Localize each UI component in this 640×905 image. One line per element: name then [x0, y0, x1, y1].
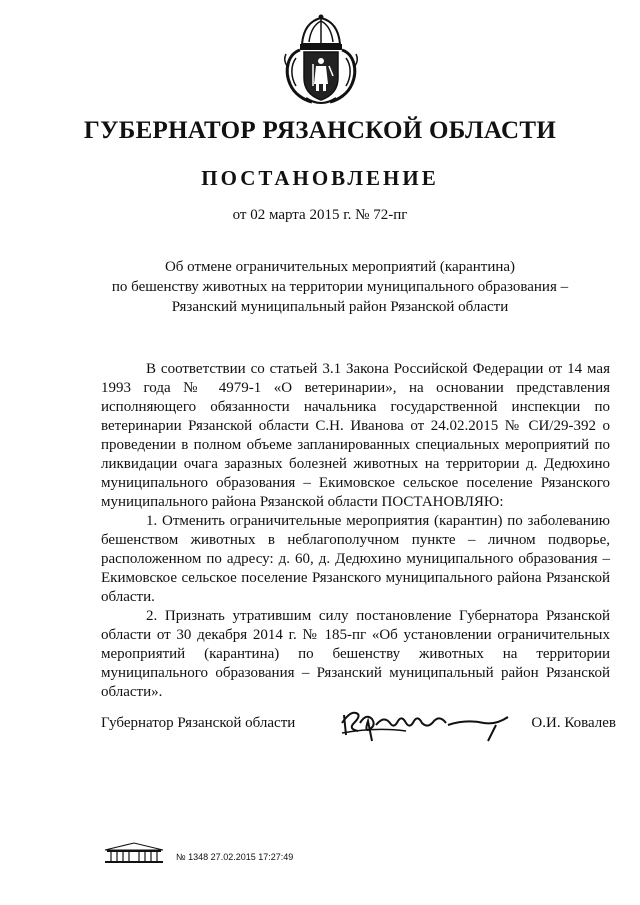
- registration-stamp: № 1348 27.02.2015 17:27:49: [176, 852, 294, 862]
- coat-of-arms-icon: [282, 14, 360, 106]
- subject-line: Об отмене ограничительных мероприятий (карантина): [164, 259, 516, 275]
- decree-body: [101, 360, 610, 702]
- clause-1-paragraph: 1. Отменить ограничительные мероприятия (карантин) по заболеванию бешенством животных в неблагополучном пункте – личном подворье, расположенном по адресу: д. 60, д. Дедюхино муниципального образования – Екимовское сельское поселение Рязанского муниципального района Рязанской области.: [101, 513, 610, 605]
- signature-block: [101, 705, 616, 745]
- governor-title: ГУБЕРНАТОР РЯЗАНСКОЙ ОБЛАСТИ: [83, 117, 557, 144]
- handwritten-signature-icon: [336, 701, 516, 745]
- government-building-icon: [103, 842, 165, 864]
- decree-type-heading: ПОСТАНОВЛЕНИЕ: [201, 166, 439, 190]
- subject-line: по бешенству животных на территории муниципального образования –: [111, 279, 569, 295]
- signatory-name: О.И. Ковалев: [531, 715, 616, 731]
- subject-line: Рязанский муниципальный район Рязанской области: [171, 299, 509, 315]
- decree-subject: [100, 257, 580, 317]
- decree-date-number: от 02 марта 2015 г. № 72-пг: [232, 207, 408, 223]
- clause-2-paragraph: 2. Признать утратившим силу постановление Губернатора Рязанской области от 30 декабря 2014 г. № 185-пг «Об установлении ограничительных мероприятий (карантина) по бешенству животных на территории муниципального образования – Рязанский муниципальный район Рязанской области».: [101, 608, 610, 700]
- preamble-paragraph: В соответствии со статьей 3.1 Закона Российской Федерации от 14 мая 1993 года № 4979-1 «О ветеринарии», на основании представления исполняющего обязанности начальника государственной инспекции по ветеринарии Рязанской области С.Н. Иванова от 24.02.2015 № СИ/29-392 о проведении в полном объеме запланированных специальных мероприятий по ликвидации очага заразных болезней животных на территории д. Дедюхино муниципального образования – Екимовское сельское поселение Рязанского муниципального района Рязанской области ПОСТАНОВЛЯЮ:: [101, 361, 610, 510]
- signatory-position: Губернатор Рязанской области: [101, 715, 296, 731]
